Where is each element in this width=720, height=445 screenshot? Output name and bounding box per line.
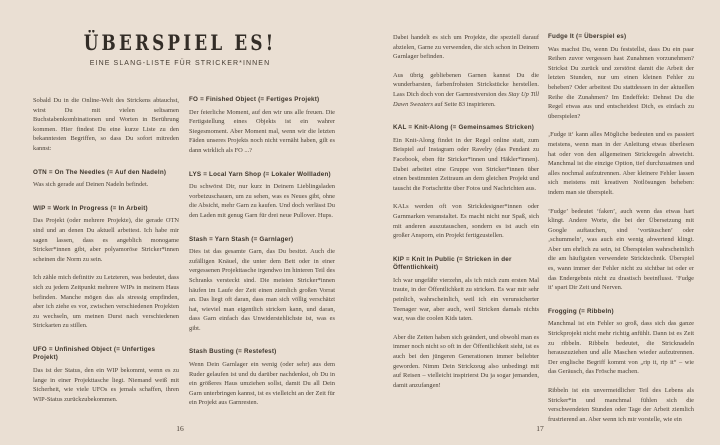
term-heading-frogging: Frogging (= Ribbeln) bbox=[548, 307, 614, 315]
term-heading-otn: OTN = On The Needles (= Auf den Nadeln) bbox=[33, 168, 167, 176]
page-number-left: 16 bbox=[176, 424, 184, 433]
paragraph: Ich war ungefähr vierzehn, als ich mich zum ersten Mal traute, in der Öffentlichkeit zu stricken. Es war mir sehr peinlich, wahrscheinlich, weil ich ein verunsicherter Teenager war, aber auch, weil Stricken damals nichts war, was die coolen Kids taten. bbox=[393, 276, 539, 323]
page-number-right: 17 bbox=[536, 424, 544, 433]
paragraph: Was sich gerade auf Deinen Nadeln befindet. bbox=[33, 181, 149, 189]
paragraph-text: auf Seite 83 inspirieren. bbox=[432, 100, 496, 108]
page-title: ÜBERSPIEL ES! bbox=[83, 30, 277, 55]
paragraph: ‘Fudge’ bedeutet ‘faken’, auch wenn das etwas hart klingt. Andere Worte, die bei der Übersetzung mit Google auftauchen, sind ‘vortäuschen’ oder ‚schummeln‘, was auch ein wenig abwertend klingt. Aber um ehrlich zu sein, ist Überspielen wahrscheinlich die am häufigsten verwendete Stricktechnik. Überspiel es, wann immer der Fehler nicht zu sichtbar ist oder er das Endergebnis nicht zu drastisch beeinflusst. ‘Fudge it’ spart Dir Zeit und Nerven. bbox=[548, 207, 694, 292]
italic-title: Stay Up Till Dawn Sweaters bbox=[393, 90, 539, 108]
paragraph: Ribbeln ist ein unvermeidlicher Teil des Lebens als Stricker*in und manchmal fühlen sich die verschwendeten Stunden oder Tage der Arbeit ziemlich frustrierend an. Aber wenn ich mir vorstelle, wie ein bbox=[548, 387, 694, 423]
paragraph: Was machst Du, wenn Du feststellst, dass Du ein paar Reihen zuvor vergessen hast Zunahmen vorzunehmen? Strickst Du zurück und zerstörst damit die Arbeit der letzten Stunden, nur um einen kleinen Fehler zu beheben? Oder arbeitest Du stattdessen in der aktuellen Reihe die Zunahmen? Im Endeffekt: Dehnst Du die Regel etwas aus und entscheidest Dich, es einfach zu überspielen? bbox=[548, 45, 694, 120]
paragraph: Du schwörst Dir, nur kurz in Deinem Lieblingsladen vorbeizuschauen, um zu sehen, was es Neues gibt, ohne die Absicht, mehr Garn zu kaufen. Und doch verlässt Du den Laden mit genug Garn für drei neue Pullover. Hups. bbox=[189, 183, 335, 219]
term-heading-kip: KIP = Knit In Public (= Stricken in der Öffentlichkeit) bbox=[393, 255, 512, 272]
term-heading-stash-busting: Stash Busting (= Restefest) bbox=[189, 348, 277, 356]
term-heading-kal: KAL = Knit-Along (= Gemeinsames Stricken) bbox=[393, 124, 535, 132]
paragraph: Dabei handelt es sich um Projekte, die speziell darauf abzielen, Garne zu verwenden, die sich schon in Deinem Garnlager befinden. bbox=[393, 34, 539, 61]
paragraph: Dies ist das gesamte Garn, das Du besitzt. Auch die zufälligen Knäuel, die unter dem Bett oder in einer vergessenen Projekttasche irgendwo im hinteren Teil des Schranks versteckt sind. Die meisten Stricker*innen häufen im Laufe der Zeit einen ziemlich großen Vorrat an. Das liegt oft daran, dass man sich völlig verschätzt hat, wieviel man eigentlich stricken kann, und daran, dass Garn einfach das Unwiderstehlichste ist, was es gibt. bbox=[189, 248, 335, 332]
paragraph: Der feierliche Moment, auf den wir uns alle freuen. Die Fertigstellung eines Objekts ist ein wahrer Siegesmoment. Aber Moment mal, wenn wir die letzten Fäden unseres Projekts noch nicht vernäht haben, gilt es dann wirklich als FO ...? bbox=[189, 108, 335, 154]
paragraph-text: Aus übrig gebliebenen Garnen kannst Du die wunderbarsten, farbenfrohsten Strickstücke herstellen. Lass Dich doch von der Garnrestversion des bbox=[393, 71, 539, 98]
left-page-column-2 bbox=[189, 96, 335, 408]
term-heading-ufo: UFO = Unfinished Object (= Unfertiges Projekt) bbox=[33, 345, 156, 362]
left-page-column-1 bbox=[33, 96, 179, 404]
paragraph: ‚Fudge it‘ kann alles Mögliche bedeuten und es passiert meistens, wenn man in der Anleitung etwas überlesen hat oder von den allgemeinen Strickregeln abweicht. Manchmal ist die einzige Option, tief durchzuatmen und alles nochmal aufzutrennen. Aber kleinere Fehler lassen sich meistens mit kreativen Notlösungen beheben: indem man sie überspielt. bbox=[548, 131, 694, 196]
page-subtitle: EINE SLANG-LISTE FÜR STRICKER*INNEN bbox=[89, 60, 271, 67]
term-heading-fudge-it: Fudge It (= Überspiel es) bbox=[548, 33, 627, 40]
paragraph: Wenn Dein Garnlager ein wenig (oder sehr) aus dem Ruder gelaufen ist und du darüber nachdenkst, ob Du in ein größeres Haus umziehen sollst, damit Du all Dein Garn unterbringen kannst, ist es vielleicht an der Zeit für ein Projekt aus Garnresten. bbox=[189, 361, 335, 407]
paragraph: Aber die Zeiten haben sich geändert, und obwohl man es immer noch nicht so oft in der Öffentlichkeit sieht, ist es auch bei den jüngeren Generationen immer beliebter geworden. Nimm Dein Strickzeug also unbedingt mit auf Reisen – vielleicht inspirierst Du ja sogar jemanden, damit anzufangen! bbox=[393, 333, 539, 389]
paragraph: Ein Knit-Along findet in der Regel online statt, zum Beispiel auf Instagram oder Ravelry (das Pendant zu Facebook, eben für Stricker*innen und Häkler*innen). Dabei arbeitet eine Gruppe von Stricker*innen über einen bestimmten Zeitraum an dem gleichen Projekt und tauscht die Fortschritte über Fotos und Nachrichten aus. bbox=[393, 136, 539, 192]
paragraph: Manchmal ist ein Fehler so groß, dass sich das ganze Strickprojekt nicht mehr richtig anfühlt. Dann ist es Zeit zu ribbeln. Ribbeln bedeutet, die Stricknadeln herauszuziehen und alle Maschen wieder aufzutrennen. Der englische Begriff kommt von „rip it, rip it“ – wie das Geräusch, das Frösche machen. bbox=[548, 320, 694, 376]
paragraph-with-italic bbox=[393, 71, 539, 109]
term-heading-lys: LYS = Local Yarn Shop (= Lokaler Wollladen) bbox=[189, 170, 331, 178]
paragraph: Ich zähle mich definitiv zu Letzteren, was bedeutet, dass sich zu jedem Zeitpunkt mehrere WIPs in meinem Haus befinden. Manche mögen das als stressig empfinden, aber ich ziehe es vor, zwischen verschiedenen Projekten zu wechseln, um meinen Durst nach verschiedenen Strickarten zu stillen. bbox=[33, 274, 179, 330]
term-heading-stash: Stash = Yarn Stash (= Garnlager) bbox=[189, 235, 294, 243]
term-heading-fo: FO = Finished Object (= Fertiges Projekt) bbox=[189, 96, 320, 103]
paragraph: KALs werden oft von Strickdesigner*innen oder Garnmarken veranstaltet. Es macht nicht nur Spaß, sich mit anderen auszutauschen, sondern es ist auch ein großer Ansporn, ein Projekt fertigzustellen. bbox=[393, 203, 539, 240]
term-heading-wip: WIP = Work In Progress (= In Arbeit) bbox=[33, 204, 148, 212]
paragraph: Das Projekt (oder mehrere Projekte), die gerade OTN sind und an denen Du aktuell arbeitest. Ich habe mir sagen lassen, dass es angeblich monogame Stricker*innen gibt, aber polyamoröse Stricker*innen scheinen die Norm zu sein. bbox=[33, 217, 179, 263]
right-page-column-1 bbox=[393, 33, 539, 390]
paragraph: Das ist der Status, den ein WIP bekommt, wenn es zu lange in einer Projekttasche liegt. Niemand weiß mit Sicherheit, wie viele UFOs es jemals schaffen, ihren WIP-Status zurückzubekommen. bbox=[33, 367, 179, 403]
intro-paragraph: Sobald Du in die Online-Welt des Strickens abtauchst, wirst Du mit vielen seltsamen Buchstabenkombinationen und Worten in Berührung kommen. Hier findest Du eine kurze Liste zu den bekanntesten Begriffen, so dass Du sofort mitreden kannst: bbox=[33, 97, 179, 152]
right-page-column-2 bbox=[548, 33, 694, 424]
